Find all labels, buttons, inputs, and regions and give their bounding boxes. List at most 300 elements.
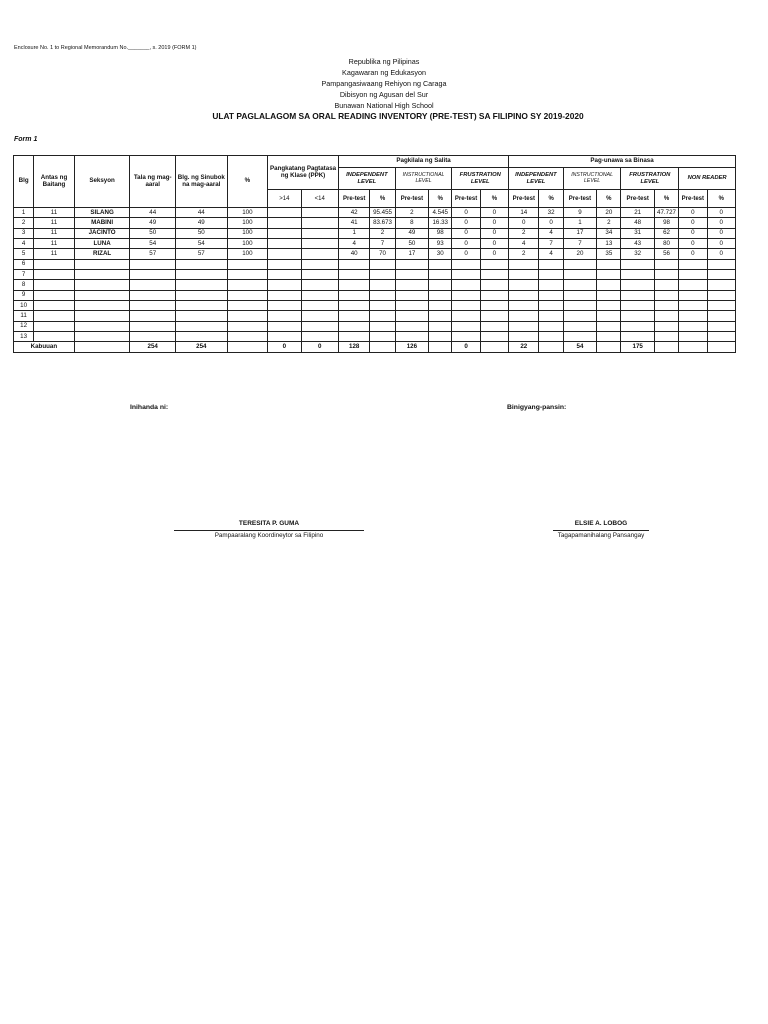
total-cell: 0 <box>452 342 480 352</box>
table-cell <box>563 332 596 342</box>
table-cell <box>654 321 678 331</box>
table-row <box>14 228 736 238</box>
table-cell <box>339 301 370 311</box>
table-cell: RIZAL <box>74 249 130 259</box>
table-row <box>14 218 736 228</box>
pk-frustration: FRUSTRATION LEVEL <box>452 168 509 190</box>
table-cell: 11 <box>34 208 75 218</box>
table-row <box>14 249 736 259</box>
table-cell <box>339 259 370 269</box>
table-cell: 43 <box>621 239 654 249</box>
table-cell <box>429 332 452 342</box>
table-cell: 16.33 <box>429 218 452 228</box>
table-cell: 13 <box>14 332 34 342</box>
total-label: Kabuuan <box>14 342 75 352</box>
table-cell <box>429 321 452 331</box>
table-cell <box>395 332 428 342</box>
table-cell: 70 <box>370 249 395 259</box>
table-cell: 4 <box>539 228 563 238</box>
table-cell <box>395 290 428 300</box>
total-cell: 0 <box>268 342 301 352</box>
table-cell: 93 <box>429 239 452 249</box>
col-percent: % <box>227 156 268 208</box>
table-row <box>14 301 736 311</box>
table-cell: 98 <box>429 228 452 238</box>
table-cell: 14 <box>509 208 539 218</box>
table-cell <box>563 321 596 331</box>
total-cell <box>429 342 452 352</box>
enclosure-note: Enclosure No. 1 to Regional Memorandum No._______, s. 2019 (FORM 1) <box>14 45 197 51</box>
table-cell <box>130 270 176 280</box>
table-cell: 11 <box>34 249 75 259</box>
table-cell <box>176 259 228 269</box>
table-cell: 54 <box>130 239 176 249</box>
table-cell: 4 <box>509 239 539 249</box>
report-title: ULAT PAGLALAGOM SA ORAL READING INVENTORY (PRE-TEST) SA FILIPINO SY 2019-2020 <box>212 111 584 121</box>
table-cell: 47.727 <box>654 208 678 218</box>
table-cell <box>301 239 338 249</box>
table-cell: 0 <box>452 239 480 249</box>
table-cell: MABINI <box>74 218 130 228</box>
table-cell: 10 <box>14 301 34 311</box>
table-cell <box>130 301 176 311</box>
header-department: Kagawaran ng Edukasyon <box>342 68 426 77</box>
table-cell: 9 <box>14 290 34 300</box>
table-cell <box>268 311 301 321</box>
table-cell <box>301 332 338 342</box>
prepared-label: Inihanda ni: <box>130 404 169 411</box>
table-row <box>14 259 736 269</box>
table-cell <box>301 270 338 280</box>
prepared-signature-line <box>174 530 364 531</box>
sub-pct: % <box>654 190 678 208</box>
table-cell <box>480 301 508 311</box>
table-cell <box>339 311 370 321</box>
table-cell <box>563 301 596 311</box>
col-sinubok: Blg. ng Sinubok na mag-aaral <box>176 156 228 208</box>
table-cell <box>509 290 539 300</box>
table-cell <box>480 332 508 342</box>
noted-label: Binigyang-pansin: <box>507 404 567 411</box>
table-cell: 0 <box>707 218 735 228</box>
table-cell: 0 <box>509 218 539 228</box>
table-cell <box>339 280 370 290</box>
table-cell <box>654 280 678 290</box>
table-row <box>14 208 736 218</box>
table-cell <box>227 270 268 280</box>
table-cell: 0 <box>707 208 735 218</box>
table-cell: 34 <box>597 228 621 238</box>
table-cell <box>395 321 428 331</box>
table-cell <box>395 270 428 280</box>
table-cell: 9 <box>563 208 596 218</box>
table-cell <box>452 301 480 311</box>
table-cell: 80 <box>654 239 678 249</box>
table-cell <box>370 332 395 342</box>
table-cell: 0 <box>480 249 508 259</box>
table-cell: 100 <box>227 239 268 249</box>
sub-pretest: Pre-test <box>452 190 480 208</box>
table-cell <box>370 280 395 290</box>
table-cell <box>301 249 338 259</box>
table-cell <box>74 301 130 311</box>
prepared-name: TERESITA P. GUMA <box>238 520 300 527</box>
sub-pretest: Pre-test <box>621 190 654 208</box>
table-cell <box>227 311 268 321</box>
table-cell: 100 <box>227 249 268 259</box>
table-cell <box>621 301 654 311</box>
table-cell <box>597 332 621 342</box>
table-cell: 0 <box>452 208 480 218</box>
table-cell: 0 <box>707 239 735 249</box>
table-cell <box>176 280 228 290</box>
noted-signature-line <box>553 530 649 531</box>
table-cell <box>74 270 130 280</box>
table-cell <box>679 321 707 331</box>
table-cell <box>707 311 735 321</box>
sub-pretest: Pre-test <box>395 190 428 208</box>
table-cell <box>268 270 301 280</box>
pu-independent: INDEPENDENT LEVEL <box>509 168 564 190</box>
table-cell <box>597 301 621 311</box>
table-cell <box>268 332 301 342</box>
table-cell <box>227 301 268 311</box>
table-cell <box>74 332 130 342</box>
total-cell <box>370 342 395 352</box>
table-cell: 1 <box>339 228 370 238</box>
table-cell <box>74 259 130 269</box>
table-cell <box>654 311 678 321</box>
total-cell <box>227 342 268 352</box>
table-cell <box>176 290 228 300</box>
table-cell <box>370 321 395 331</box>
table-cell: 0 <box>452 218 480 228</box>
table-cell <box>130 311 176 321</box>
table-cell <box>539 270 563 280</box>
table-cell <box>597 290 621 300</box>
table-cell: 0 <box>679 239 707 249</box>
total-cell <box>707 342 735 352</box>
table-cell: 49 <box>176 218 228 228</box>
table-cell <box>301 259 338 269</box>
table-cell <box>563 259 596 269</box>
table-cell <box>679 311 707 321</box>
total-cell: 126 <box>395 342 428 352</box>
table-cell: 49 <box>130 218 176 228</box>
table-cell: 2 <box>597 218 621 228</box>
table-cell <box>301 290 338 300</box>
table-cell: 20 <box>563 249 596 259</box>
table-row <box>14 280 736 290</box>
pu-non-reader: NON READER <box>679 168 736 190</box>
table-cell: 83.673 <box>370 218 395 228</box>
table-cell <box>395 301 428 311</box>
table-cell: 62 <box>654 228 678 238</box>
table-cell <box>621 321 654 331</box>
table-cell <box>597 280 621 290</box>
table-cell <box>74 311 130 321</box>
table-cell <box>679 301 707 311</box>
table-cell: 95.455 <box>370 208 395 218</box>
sub-pct: % <box>597 190 621 208</box>
table-cell: 7 <box>14 270 34 280</box>
table-cell <box>452 290 480 300</box>
table-row <box>14 239 736 249</box>
table-cell: 6 <box>14 259 34 269</box>
table-cell <box>480 290 508 300</box>
sub-pretest: Pre-test <box>563 190 596 208</box>
sub-pretest: Pre-test <box>339 190 370 208</box>
table-cell <box>509 259 539 269</box>
table-cell <box>268 208 301 218</box>
table-cell <box>227 280 268 290</box>
table-cell: 0 <box>452 249 480 259</box>
table-cell: 0 <box>480 228 508 238</box>
table-cell <box>539 311 563 321</box>
table-cell: 17 <box>395 249 428 259</box>
table-cell <box>339 270 370 280</box>
table-cell: 50 <box>176 228 228 238</box>
table-cell <box>480 311 508 321</box>
table-cell <box>301 208 338 218</box>
table-cell <box>268 259 301 269</box>
table-cell <box>130 259 176 269</box>
table-cell: 8 <box>395 218 428 228</box>
table-cell <box>370 311 395 321</box>
total-cell: 254 <box>176 342 228 352</box>
table-cell <box>621 280 654 290</box>
ppk-gt: >14 <box>268 190 301 208</box>
table-cell <box>74 290 130 300</box>
table-cell <box>34 259 75 269</box>
table-cell <box>34 290 75 300</box>
table-cell <box>621 311 654 321</box>
table-row <box>14 332 736 342</box>
table-cell <box>621 290 654 300</box>
table-cell <box>539 321 563 331</box>
total-cell <box>480 342 508 352</box>
table-cell <box>429 270 452 280</box>
pk-instructional: INSTRUCTIONAL LEVEL <box>395 168 452 190</box>
total-cell: 128 <box>339 342 370 352</box>
table-cell <box>509 311 539 321</box>
table-body <box>14 208 736 353</box>
sub-pct: % <box>370 190 395 208</box>
form-label: Form 1 <box>14 136 38 143</box>
table-cell <box>301 228 338 238</box>
table-cell <box>395 280 428 290</box>
table-cell <box>654 270 678 280</box>
table-cell <box>597 270 621 280</box>
table-cell <box>480 270 508 280</box>
table-cell: 0 <box>480 208 508 218</box>
table-cell <box>480 280 508 290</box>
table-cell: 0 <box>679 208 707 218</box>
table-cell <box>509 332 539 342</box>
table-cell: 30 <box>429 249 452 259</box>
header-school: Bunawan National High School <box>334 101 434 110</box>
table-cell <box>130 332 176 342</box>
table-cell <box>597 321 621 331</box>
table-cell <box>370 259 395 269</box>
table-cell: 2 <box>370 228 395 238</box>
table-cell <box>679 259 707 269</box>
table-cell <box>539 280 563 290</box>
table-cell <box>539 259 563 269</box>
table-cell <box>34 270 75 280</box>
table-cell <box>539 301 563 311</box>
table-cell <box>679 280 707 290</box>
total-cell <box>74 342 130 352</box>
table-cell <box>480 321 508 331</box>
table-cell <box>370 290 395 300</box>
table-cell: 4 <box>14 239 34 249</box>
table-cell: 98 <box>654 218 678 228</box>
table-cell: 40 <box>339 249 370 259</box>
table-cell <box>34 301 75 311</box>
table-cell: 57 <box>176 249 228 259</box>
table-cell: 100 <box>227 218 268 228</box>
table-cell: 5 <box>14 249 34 259</box>
table-cell <box>509 280 539 290</box>
table-cell <box>227 321 268 331</box>
table-cell <box>563 290 596 300</box>
total-cell: 54 <box>563 342 596 352</box>
table-cell: 100 <box>227 228 268 238</box>
table-cell <box>429 311 452 321</box>
table-cell: 8 <box>14 280 34 290</box>
sub-pretest: Pre-test <box>509 190 539 208</box>
table-row <box>14 290 736 300</box>
table-cell <box>707 290 735 300</box>
table-cell: 0 <box>539 218 563 228</box>
summary-table <box>13 155 736 353</box>
table-cell <box>597 259 621 269</box>
table-cell <box>707 280 735 290</box>
table-cell: 49 <box>395 228 428 238</box>
table-cell <box>679 290 707 300</box>
table-cell <box>176 301 228 311</box>
col-seksyon: Seksyon <box>74 156 130 208</box>
header-republic: Republika ng Pilipinas <box>348 57 420 66</box>
table-cell <box>34 280 75 290</box>
table-cell <box>176 270 228 280</box>
table-cell: 2 <box>509 228 539 238</box>
table-cell <box>654 290 678 300</box>
table-cell <box>597 311 621 321</box>
table-cell: 0 <box>679 228 707 238</box>
table-cell <box>429 301 452 311</box>
table-cell <box>268 301 301 311</box>
table-cell <box>34 321 75 331</box>
table-row <box>14 311 736 321</box>
noted-name: ELSIE A. LOBOG <box>574 520 628 527</box>
table-cell <box>268 239 301 249</box>
table-cell: 2 <box>395 208 428 218</box>
table-cell <box>268 228 301 238</box>
table-cell <box>452 321 480 331</box>
table-cell <box>679 332 707 342</box>
pu-instructional: INSTRUCTIONAL LEVEL <box>563 168 621 190</box>
table-cell <box>34 311 75 321</box>
total-cell <box>679 342 707 352</box>
pk-independent: INDEPENDENT LEVEL <box>339 168 396 190</box>
table-cell: 0 <box>480 239 508 249</box>
sub-pretest: Pre-test <box>679 190 707 208</box>
table-cell: 57 <box>130 249 176 259</box>
total-cell: 22 <box>509 342 539 352</box>
table-cell: 35 <box>597 249 621 259</box>
table-cell <box>452 270 480 280</box>
header-division: Dibisyon ng Agusan del Sur <box>339 90 429 99</box>
pu-frustration: FRUSTRATION LEVEL <box>621 168 679 190</box>
table-cell: 4 <box>339 239 370 249</box>
table-cell <box>176 311 228 321</box>
table-cell: 2 <box>509 249 539 259</box>
table-cell <box>268 290 301 300</box>
sub-pct: % <box>707 190 735 208</box>
table-row <box>14 321 736 331</box>
table-cell: 1 <box>14 208 34 218</box>
table-cell <box>707 332 735 342</box>
table-cell: 42 <box>339 208 370 218</box>
table-cell <box>707 270 735 280</box>
table-cell <box>268 218 301 228</box>
table-cell <box>539 290 563 300</box>
table-cell: 0 <box>707 228 735 238</box>
group-paguunawa: Pag-unawa sa Binasa <box>509 156 736 168</box>
table-cell <box>539 332 563 342</box>
total-cell: 0 <box>301 342 338 352</box>
table-cell: 1 <box>563 218 596 228</box>
table-cell: JACINTO <box>74 228 130 238</box>
table-cell <box>395 311 428 321</box>
group-pagkilala: Pagkilala ng Salita <box>339 156 509 168</box>
table-cell: 11 <box>34 228 75 238</box>
table-cell: 17 <box>563 228 596 238</box>
table-cell: 13 <box>597 239 621 249</box>
sub-pct: % <box>429 190 452 208</box>
table-cell <box>339 290 370 300</box>
total-cell <box>539 342 563 352</box>
table-cell <box>227 290 268 300</box>
table-cell: 48 <box>621 218 654 228</box>
ppk-lt: <14 <box>301 190 338 208</box>
table-cell <box>509 270 539 280</box>
table-cell <box>339 321 370 331</box>
table-cell <box>370 301 395 311</box>
table-cell <box>621 332 654 342</box>
table-cell: 11 <box>34 218 75 228</box>
table-cell <box>654 301 678 311</box>
total-cell <box>654 342 678 352</box>
table-cell: 11 <box>34 239 75 249</box>
table-cell: 0 <box>679 249 707 259</box>
table-cell <box>301 321 338 331</box>
table-cell <box>563 311 596 321</box>
col-antas: Antas ng Baitang <box>34 156 75 208</box>
table-cell <box>301 218 338 228</box>
table-cell: 0 <box>707 249 735 259</box>
table-cell <box>370 270 395 280</box>
table-cell <box>509 321 539 331</box>
table-cell <box>268 321 301 331</box>
col-blg: Blg <box>14 156 34 208</box>
table-cell: 3 <box>14 228 34 238</box>
table-cell <box>339 332 370 342</box>
table-cell: 32 <box>621 249 654 259</box>
table-cell <box>74 321 130 331</box>
